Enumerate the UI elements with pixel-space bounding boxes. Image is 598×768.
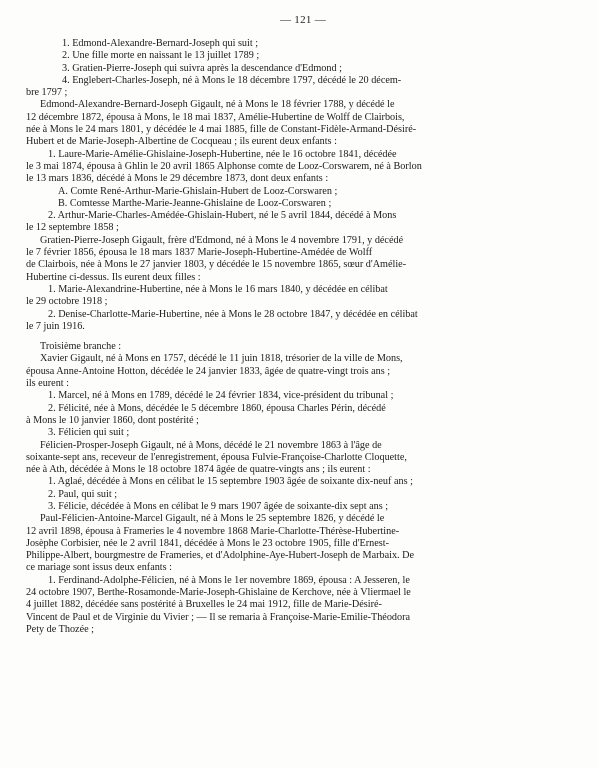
text-line: Philippe-Albert, bourgmestre de Frameries, et d'Adolphine-Aye-Hubert-Joseph de Marbaix. De — [26, 550, 415, 562]
text-line: épousa Anne-Antoine Hotton, décédée le 24 janvier 1833, âgée de quatre-vingt trois ans ; — [26, 365, 391, 377]
text-line: A. Comte René-Arthur-Marie-Ghislain-Hubert de Looz-Corswaren ; — [58, 185, 338, 197]
text-line: 1. Marie-Alexandrine-Hubertine, née à Mons le 16 mars 1840, y décédée en célibat — [48, 283, 388, 295]
text-line: Félicien-Prosper-Joseph Gigault, né à Mons, décédé le 21 novembre 1863 à l'âge de — [40, 439, 382, 451]
text-line: Troisième branche : — [40, 341, 122, 353]
text-line: le 7 février 1856, épousa le 18 mars 1837 Marie-Joseph-Hubertine-Amédée de Wolff — [26, 247, 373, 259]
text-line: 2. Paul, qui suit ; — [48, 488, 118, 500]
text-line: Hubert et de Marie-Joseph-Albertine de Cocqueau ; ils eurent deux enfants : — [26, 136, 337, 148]
text-line: B. Comtesse Marthe-Marie-Jeanne-Ghislaine de Looz-Corswaren ; — [58, 197, 332, 209]
text-line: 2. Arthur-Marie-Charles-Amédée-Ghislain-Hubert, né le 5 avril 1844, décédé à Mons — [48, 210, 397, 222]
text-line: née à Ath, décédée à Mons le 18 octobre 1874 âgée de quatre-vingts ans ; ils eurent : — [26, 464, 371, 476]
text-line: 1. Edmond-Alexandre-Bernard-Joseph qui suit ; — [62, 38, 259, 49]
text-line: le 3 mai 1874, épousa à Ghlin le 20 avril 1865 Alphonse comte de Looz-Corswarem, né à Borlon — [26, 160, 422, 172]
text-line: ils eurent : — [26, 378, 70, 390]
text-line: Gratien-Pierre-Joseph Gigault, frère d'Edmond, né à Mons le 4 novembre 1791, y décédé — [40, 234, 404, 246]
text-line: 3. Gratien-Pierre-Joseph qui suivra après la descendance d'Edmond ; — [62, 62, 342, 74]
text-line: ce mariage sont issus deux enfants : — [26, 562, 172, 574]
text-line: de Clairbois, née à Mons le 27 janvier 1803, y décédée le 15 novembre 1865, sœur d'Amélie- — [26, 259, 407, 271]
page-number: — 121 — — [279, 14, 327, 26]
text-line: Edmond-Alexandre-Bernard-Joseph Gigault, né à Mons le 18 février 1788, y décédé le — [40, 99, 395, 111]
text-line: 3. Félicien qui suit ; — [48, 427, 130, 439]
text-line: 4. Englebert-Charles-Joseph, né à Mons le 18 décembre 1797, décédé le 20 décem- — [62, 74, 402, 86]
document-body — [26, 38, 580, 636]
text-line: à Mons le 10 janvier 1860, dont postérité ; — [26, 414, 199, 426]
text-line: le 12 septembre 1858 ; — [26, 222, 119, 234]
text-line: 1. Marcel, né à Mons en 1789, décédé le 24 février 1834, vice-président du tribunal ; — [48, 390, 394, 402]
text-line: le 29 octobre 1918 ; — [26, 296, 108, 308]
paragraph-gap — [26, 333, 580, 341]
text-line: 1. Aglaé, décédée à Mons en célibat le 15 septembre 1903 âgée de soixante dix-neuf ans ; — [48, 476, 413, 488]
text-line: née à Mons le 24 mars 1801, y décédée le 4 mai 1885, fille de Constant-Fidèle-Armand-Désiré- — [26, 124, 417, 136]
text-line: soixante-sept ans, receveur de l'enregistrement, épousa Fulvie-Françoise-Charlotte Cloquette, — [26, 451, 407, 463]
text-line: 1. Ferdinand-Adolphe-Félicien, né à Mons le 1er novembre 1869, épousa : A Jesseren, le — [48, 574, 410, 586]
text-line: 3. Félicie, décédée à Mons en célibat le 9 mars 1907 âgée de soixante-dix sept ans ; — [48, 500, 389, 512]
text-line: le 7 juin 1916. — [26, 320, 85, 332]
text-line: Xavier Gigault, né à Mons en 1757, décédé le 11 juin 1818, trésorier de la ville de Mons, — [40, 353, 403, 365]
text-line: bre 1797 ; — [26, 87, 68, 99]
text-line: 1. Laure-Marie-Amélie-Ghislaine-Joseph-Hubertine, née le 16 octobre 1841, décédée — [48, 148, 397, 160]
text-line: Pety de Thozée ; — [26, 623, 94, 635]
text-line: le 13 mars 1836, décédé à Mons le 29 décembre 1873, dont deux enfants : — [26, 173, 329, 185]
text-line: 2. Denise-Charlotte-Marie-Hubertine, née à Mons le 28 octobre 1847, y décédée en célibat — [48, 308, 418, 320]
text-line: 2. Félicité, née à Mons, décédée le 5 décembre 1860, épousa Charles Périn, décédé — [48, 402, 386, 414]
text-line: Josèphe Corbisier, née le 2 avril 1841, décédée à Mons le 23 octobre 1905, fille d'Ernest- — [26, 537, 389, 549]
text-line: Hubertine ci-dessus. Ils eurent deux filles : — [26, 271, 201, 283]
text-line: 2. Une fille morte en naissant le 13 juillet 1789 ; — [62, 50, 260, 62]
text-line: Paul-Félicien-Antoine-Marcel Gigault, né à Mons le 25 septembre 1826, y décédé le — [40, 513, 385, 525]
text-line: 12 avril 1898, épousa à Frameries le 4 novembre 1868 Marie-Charlotte-Thérèse-Hubertine- — [26, 525, 400, 537]
text-line: 12 décembre 1872, épousa à Mons, le 18 mai 1837, Amélie-Hubertine de Wolff de Clairbois, — [26, 111, 405, 123]
text-line: 4 juillet 1882, décédée sans postérité à Bruxelles le 24 mai 1912, fille de Marie-Désiré- — [26, 599, 382, 611]
text-line: 24 octobre 1907, Berthe-Rosamonde-Marie-Joseph-Ghislaine de Kerchove, née à Vliermael le — [26, 587, 411, 599]
text-line: Vincent de Paul et de Virginie du Vivier ; — Il se remaria à Françoise-Marie-Emilie-Théodora — [26, 611, 411, 623]
